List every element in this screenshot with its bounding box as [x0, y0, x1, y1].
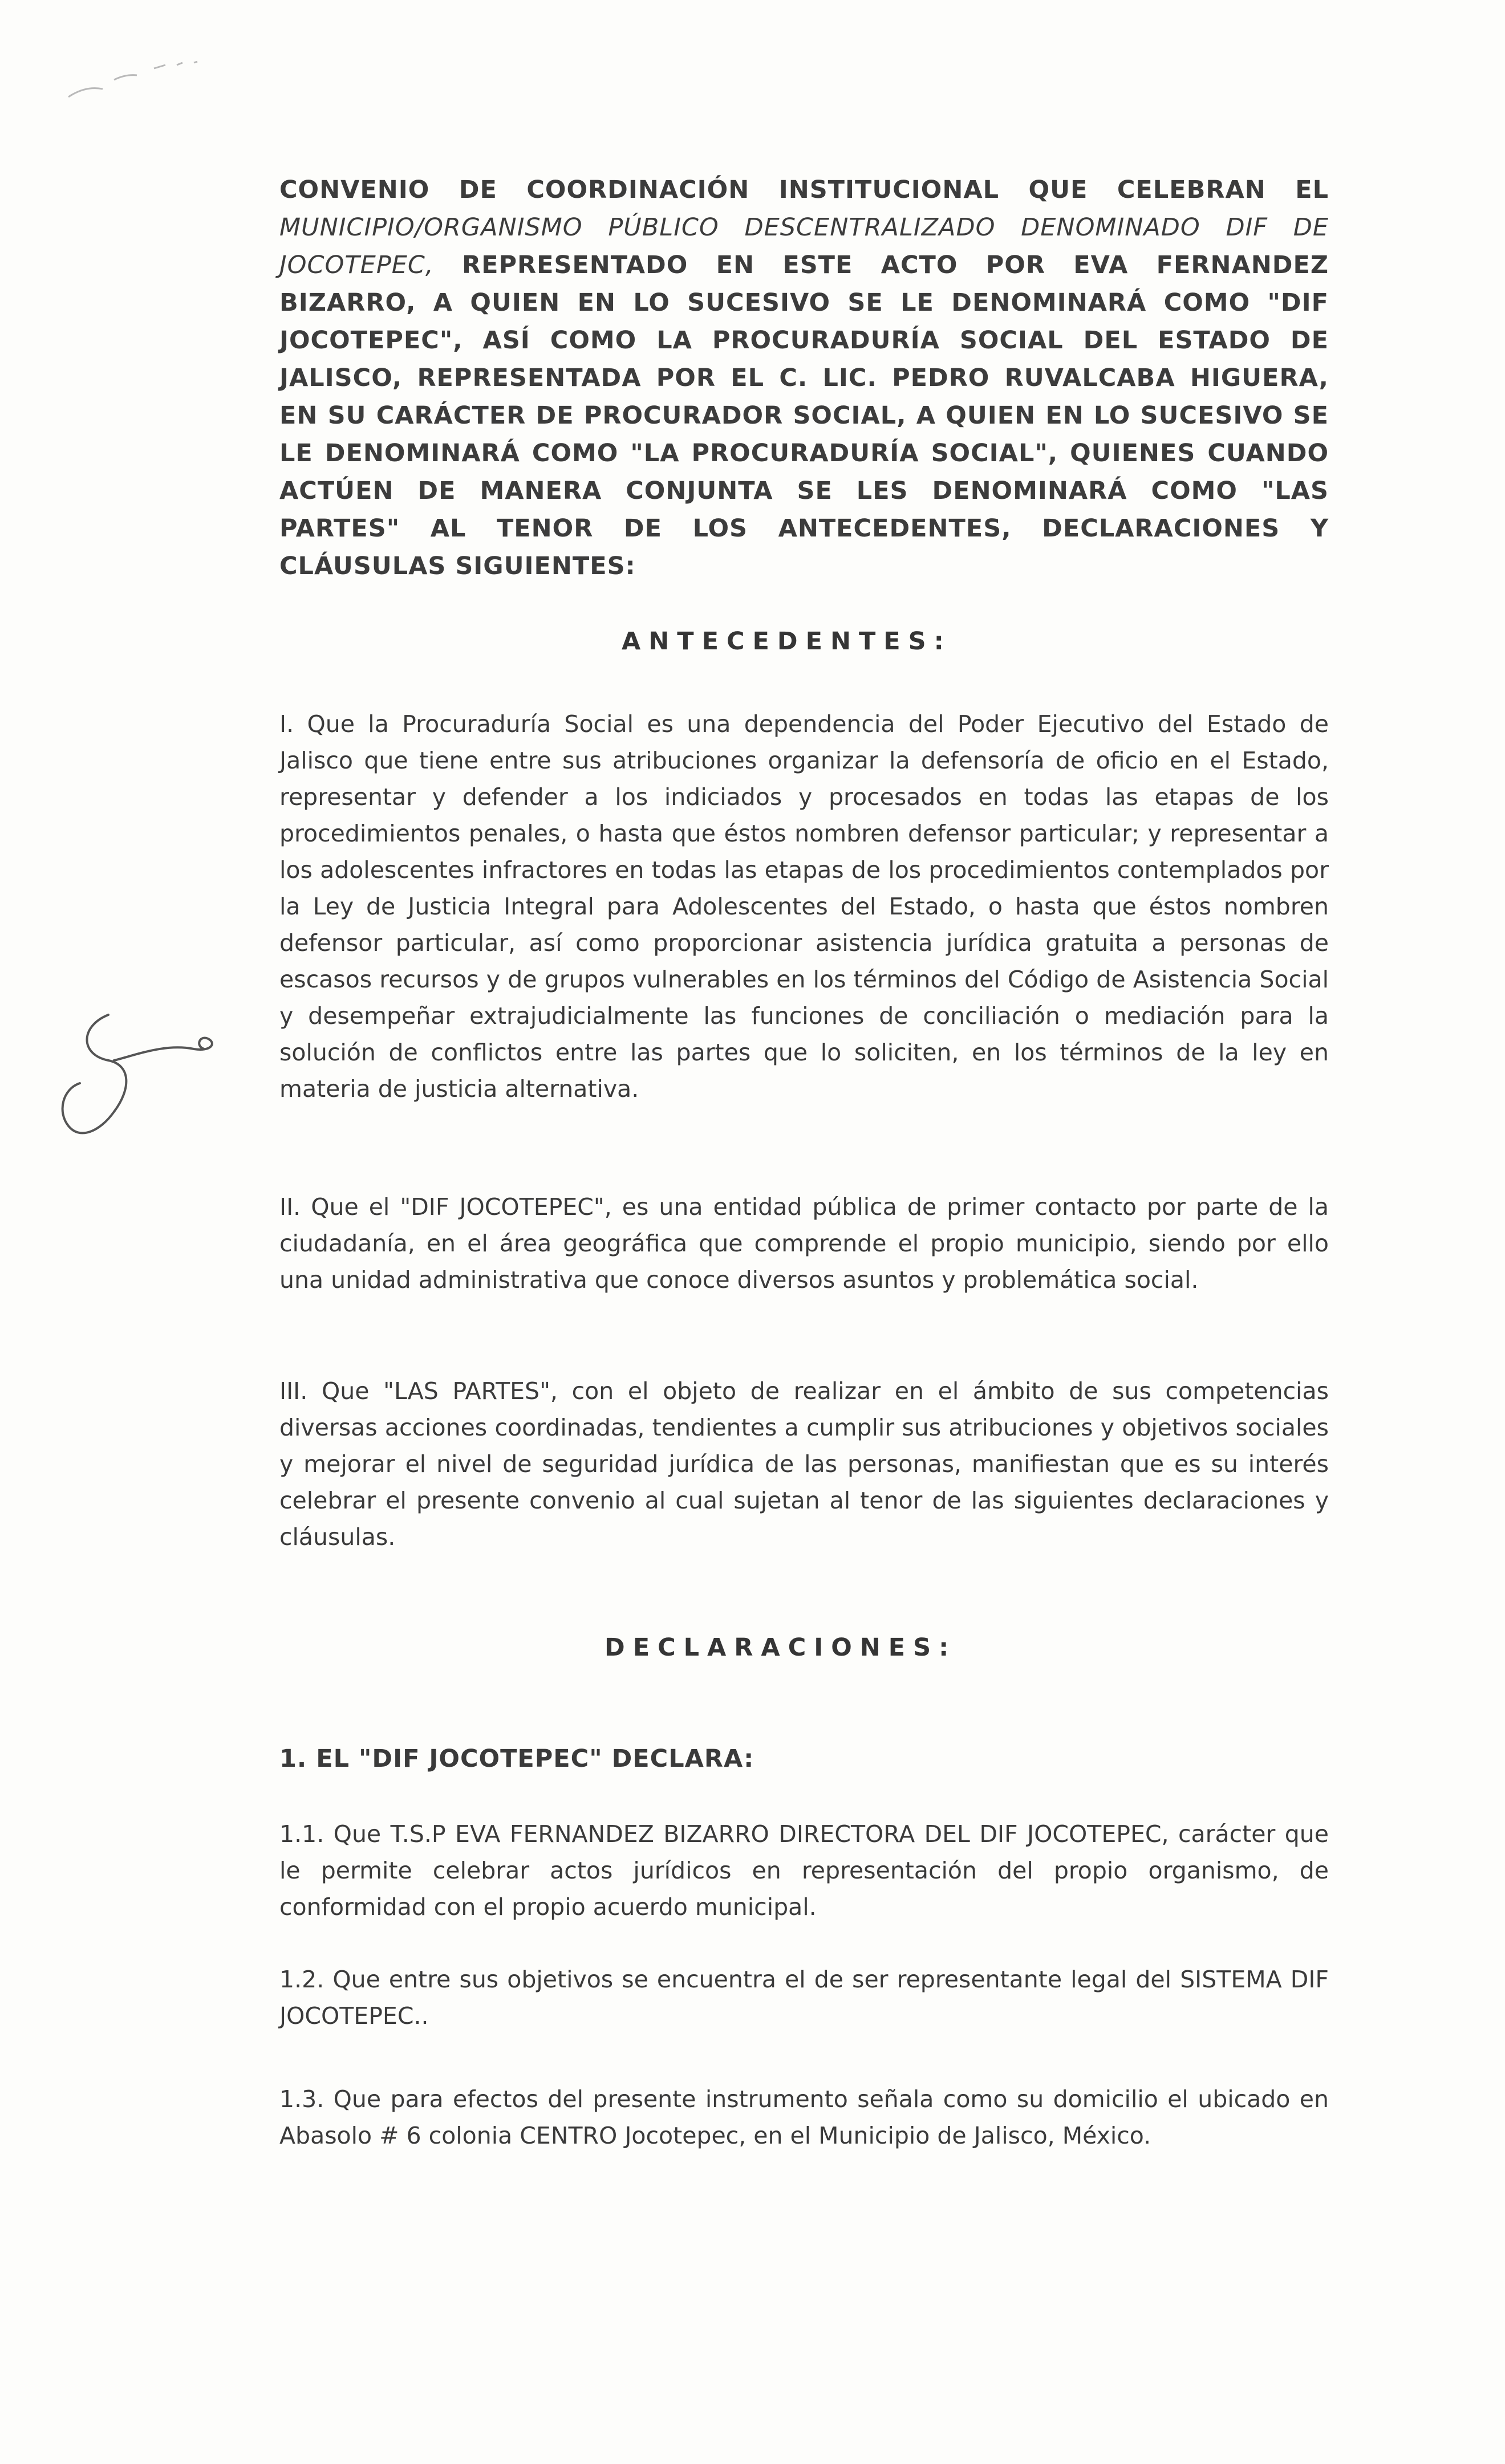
declaracion-1-1: 1.1. Que T.S.P EVA FERNANDEZ BIZARRO DIRECTORA DEL DIF JOCOTEPEC, carácter que le permite celebrar actos jurídicos en representación del propio organismo, de conformidad con el propio acuerdo municipal. — [279, 1820, 1329, 1921]
declaracion-1-2: 1.2. Que entre sus objetivos se encuentra el de ser representante legal del SISTEMA DIF JOCOTEPEC.. — [279, 1966, 1329, 2030]
declaraciones-heading: DECLARACIONES: — [605, 1633, 957, 1662]
title-part-2: MUNICIPIO/ORGANISMO PÚBLICO DESCENTRALIZADO DENOMINADO DIF DE JOCOTEPEC, — [279, 213, 1329, 279]
antecedente-1: I. Que la Procuraduría Social es una dependencia del Poder Ejecutivo del Estado de Jalisco que tiene entre sus atribuciones organizar la defensoría de oficio en el Estado, representar y defender a los indiciados y procesados en todas las etapas de los procedimientos penales, o hasta que éstos nombren defensor particular; y representar a los adolescentes infractores en todas las etapas de los procedimientos contemplados por la Ley de Justicia Integral para Adolescentes del Estado, o hasta que éstos nombren defensor particular, así como proporcionar asistencia jurídica gratuita a personas de escasos recursos y de grupos vulnerables en los términos del Código de Asistencia Social y desempeñar extrajudicialmente las funciones de conciliación o mediación para la solución de conflictos entre las partes que lo soliciten, en los términos de la ley en materia de justicia alternativa. — [279, 710, 1329, 1103]
corner-mark — [63, 51, 211, 108]
antecedente-3: III. Que "LAS PARTES", con el objeto de realizar en el ámbito de sus competencias diversas acciones coordinadas, tendientes a cumplir sus atribuciones y objetivos sociales y mejorar el nivel de seguridad jurídica de las personas, manifiestan que es su interés celebrar el presente convenio al cual sujetan al tenor de las siguientes declaraciones y cláusulas. — [279, 1377, 1329, 1551]
antecedente-2: II. Que el "DIF JOCOTEPEC", es una entidad pública de primer contacto por parte de la ciudadanía, en el área geográfica que comprende el propio municipio, siendo por ello una unidad administrativa que conoce diversos asuntos y problemática social. — [279, 1193, 1329, 1294]
handwritten-initials — [46, 1003, 228, 1152]
declaracion-1-3: 1.3. Que para efectos del presente instrumento señala como su domicilio el ubicado en Abasolo # 6 colonia CENTRO Jocotepec, en el Municipio de Jalisco, México. — [279, 2085, 1329, 2149]
document-title — [279, 171, 1329, 585]
antecedentes-heading: ANTECEDENTES: — [622, 627, 952, 656]
title-part-3: REPRESENTADO EN ESTE ACTO POR EVA FERNANDEZ BIZARRO, A QUIEN EN LO SUCESIVO SE LE DENOMINARÁ COMO "DIF JOCOTEPEC", ASÍ COMO LA PROCURADURÍA SOCIAL DEL ESTADO DE JALISCO, REPRESENTADA POR EL C. LIC. PEDRO RUVALCABA HIGUERA, EN SU CARÁCTER DE PROCURADOR SOCIAL, A QUIEN EN LO SUCESIVO SE LE DENOMINARÁ COMO "LA PROCURADURÍA SOCIAL", QUIENES CUANDO ACTÚEN DE MANERA CONJUNTA SE LES DENOMINARÁ COMO "LAS PARTES" AL TENOR DE LOS ANTECEDENTES, DECLARACIONES Y CLÁUSULAS SIGUIENTES: — [279, 251, 1329, 580]
declaraciones-subheading: 1. EL "DIF JOCOTEPEC" DECLARA: — [279, 1745, 754, 1773]
title-part-1: CONVENIO DE COORDINACIÓN INSTITUCIONAL QUE CELEBRAN EL — [279, 176, 1329, 204]
